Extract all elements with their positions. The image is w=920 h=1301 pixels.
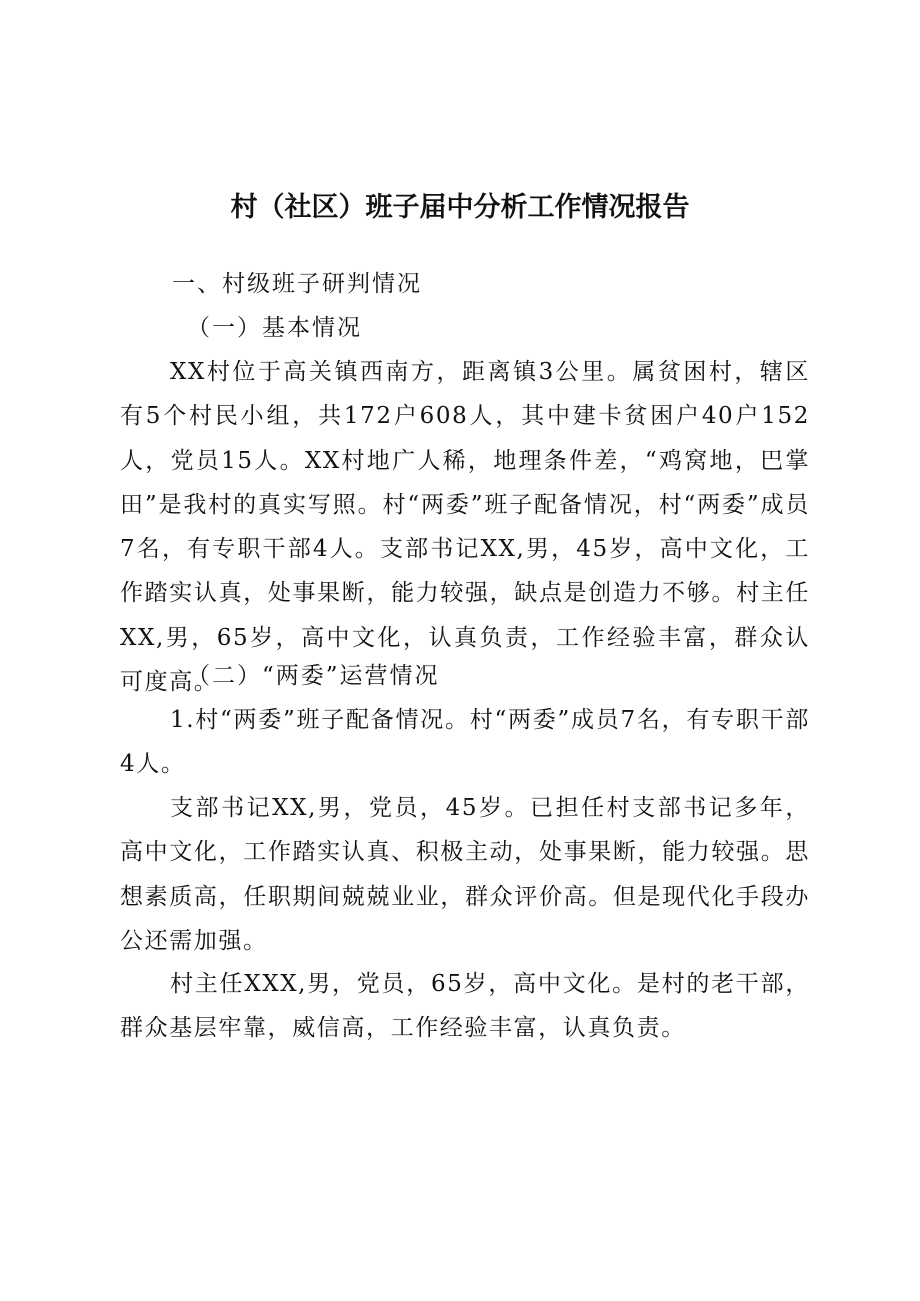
subsection-heading-operation: （二）“两委”运营情况 [187, 663, 440, 689]
paragraph-village-director: 村主任XXX,男，党员，65岁，高中文化。是村的老干部，群众基层牢靠，威信高，工作经验丰富，认真负责。 [120, 971, 810, 1042]
paragraph-item-1: 1.村“两委”班子配备情况。村“两委”成员7名，有专职干部4人。 [120, 707, 810, 778]
document-title: 村（社区）班子届中分析工作情况报告 [230, 192, 690, 224]
paragraph-party-secretary: 支部书记XX,男，党员，45岁。已担任村支部书记多年，高中文化，工作踏实认真、积极主动，处事果断，能力较强。思想素质高，任职期间兢兢业业，群众评价高。但是现代化手段办公还需加强。 [120, 795, 810, 954]
subsection-heading-basic: （一）基本情况 [187, 315, 362, 341]
paragraph-basic-situation: XX村位于高关镇西南方，距离镇3公里。属贫困村，辖区有5个村民小组，共172户608人，其中建卡贫困户40户152人，党员15人。XX村地广人稀，地理条件差，“鸡窝地，巴掌田”是我村的真实写照。村“两委”班子配备情况，村“两委”成员7名，有专职干部4人。支部书记XX,男，45岁，高中文化，工作踏实认真，处事果断，能力较强，缺点是创造力不够。村主任XX,男，65岁，高中文化，认真负责，工作经验丰富，群众认可度高。 [120, 359, 810, 696]
section-heading-1: 一、村级班子研判情况 [172, 271, 422, 297]
